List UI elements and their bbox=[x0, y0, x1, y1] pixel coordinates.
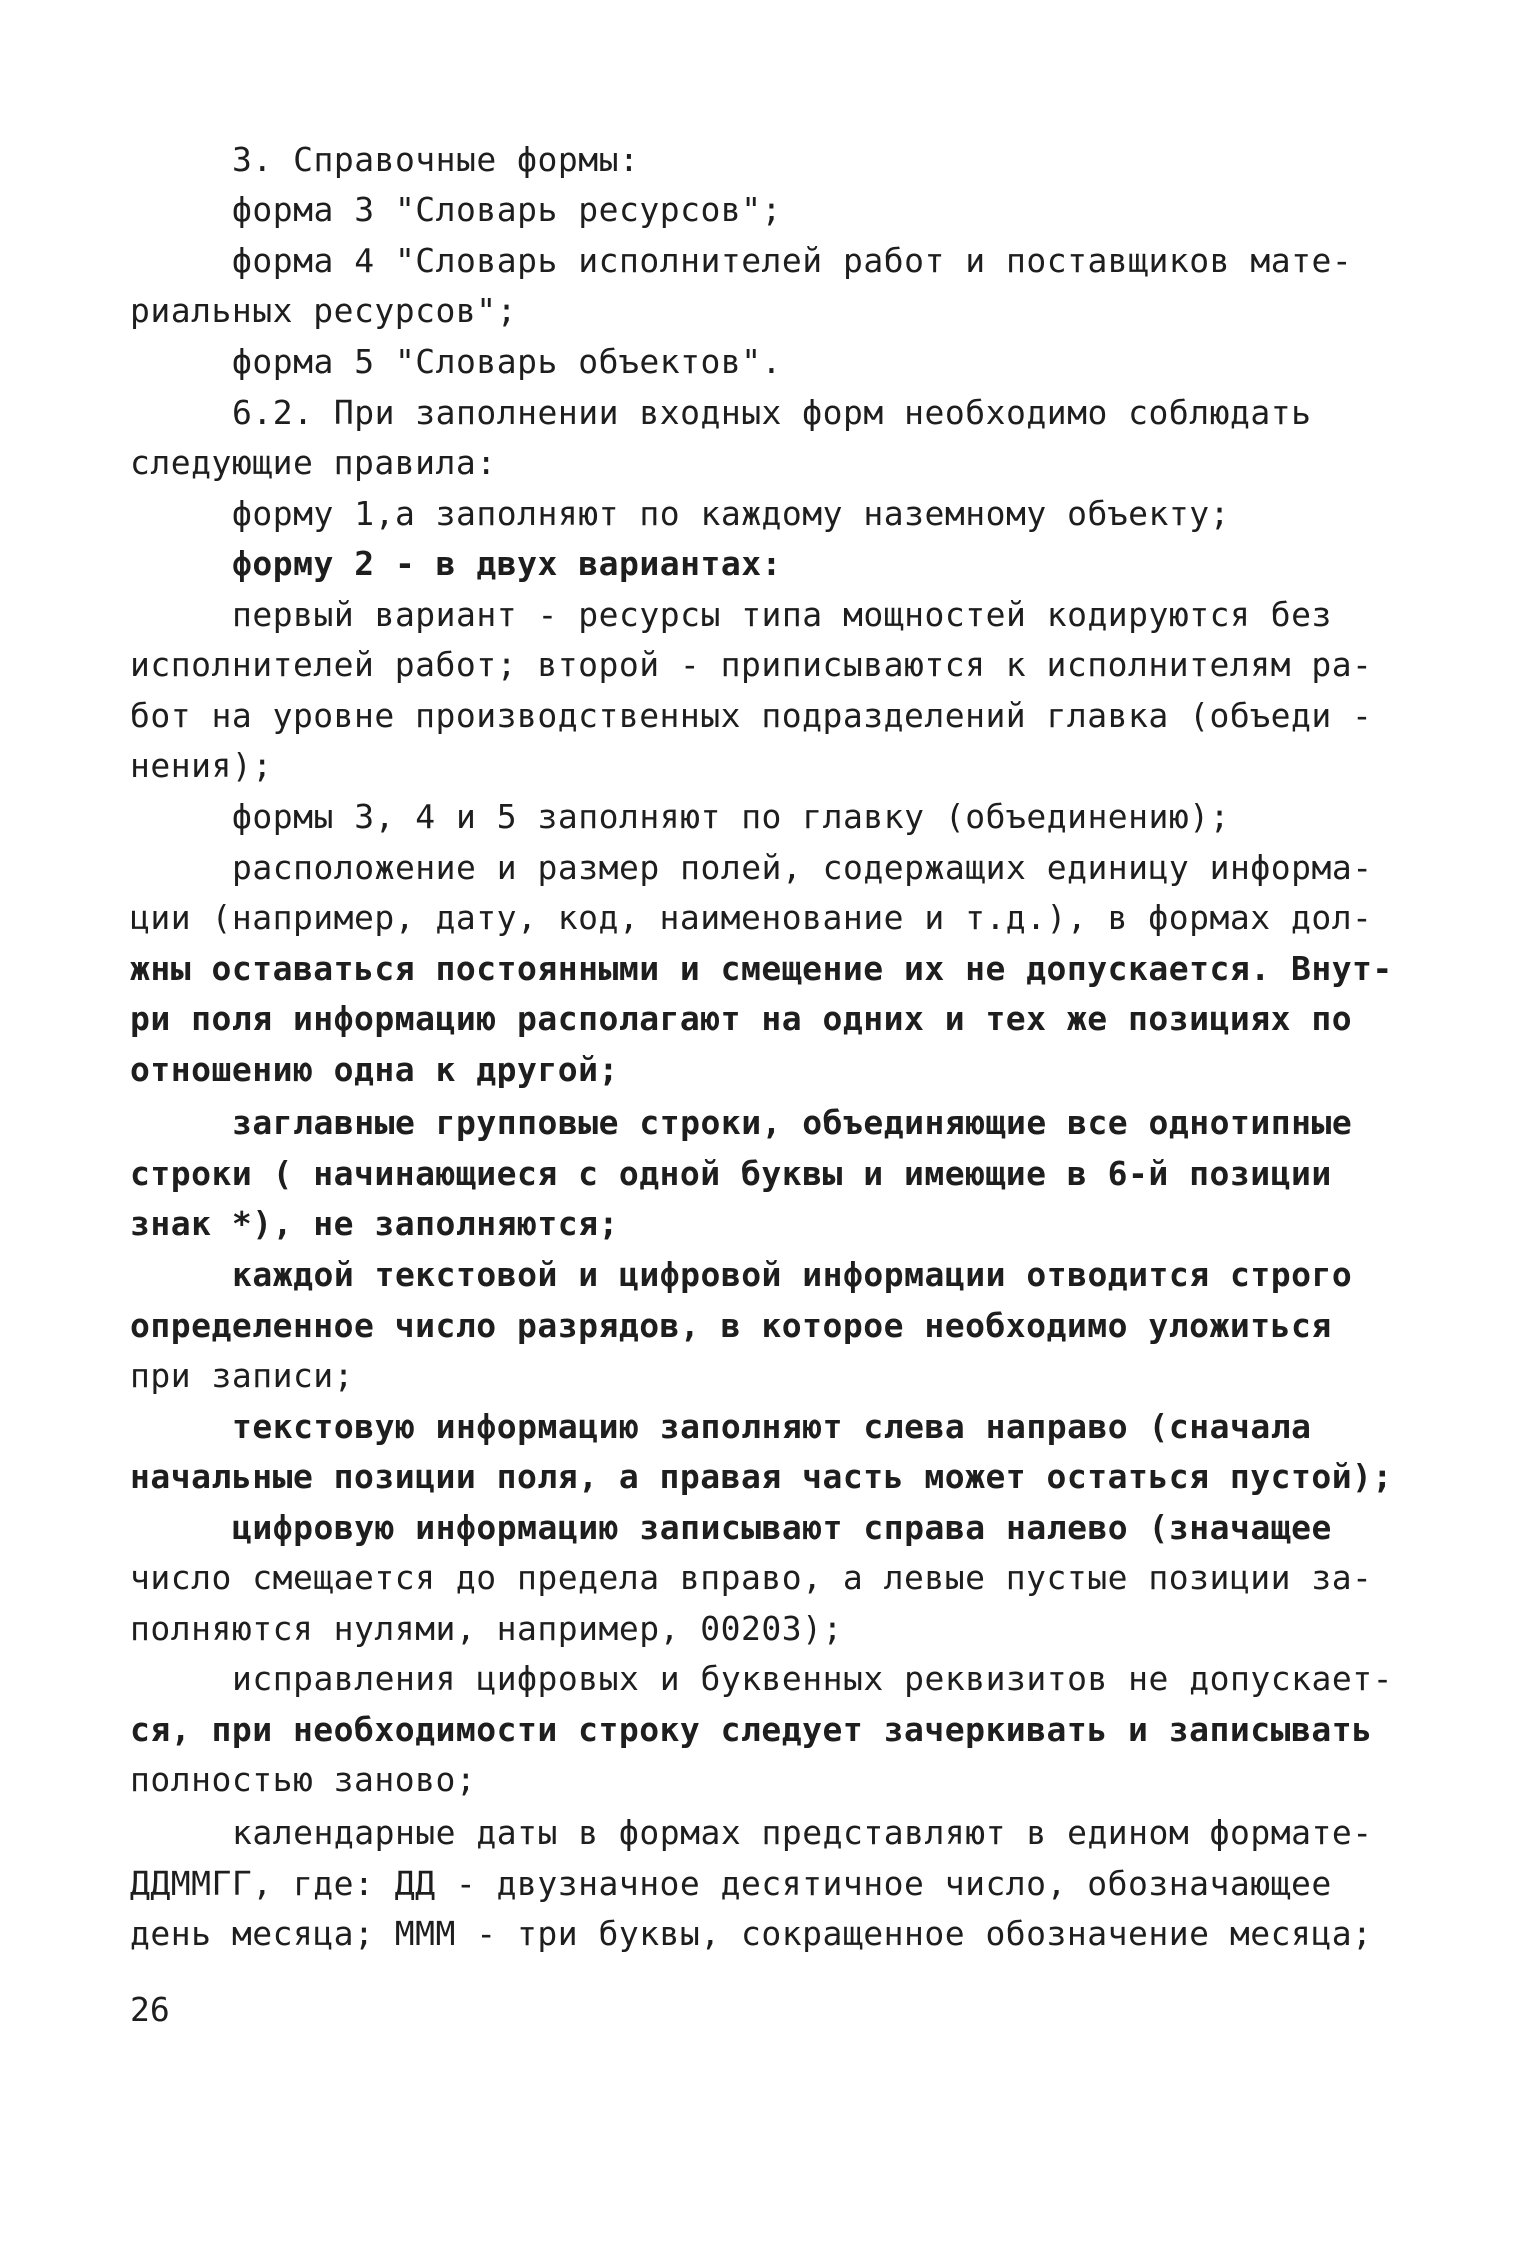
text-line: нения); bbox=[130, 746, 273, 785]
text-line: следующие правила: bbox=[130, 443, 497, 482]
text-line: бот на уровне производственных подразделений главка (объеди - bbox=[130, 696, 1373, 735]
text-line: форму 1,а заполняют по каждому наземному объекту; bbox=[232, 494, 1231, 533]
text-line: форма 4 "Словарь исполнителей работ и поставщиков мате- bbox=[232, 241, 1353, 280]
text-line: календарные даты в формах представляют в едином формате- bbox=[232, 1813, 1373, 1852]
text-line: строки ( начинающиеся с одной буквы и имеющие в 6-й позиции bbox=[130, 1154, 1332, 1193]
text-line: полностью заново; bbox=[130, 1760, 477, 1799]
text-line: 3. Справочные формы: bbox=[232, 140, 640, 179]
text-line: полняются нулями, например, 00203); bbox=[130, 1609, 843, 1648]
text-line: форма 5 "Словарь объектов". bbox=[232, 342, 782, 381]
text-line: расположение и размер полей, содержащих единицу информа- bbox=[232, 848, 1373, 887]
text-line: день месяца; МММ - три буквы, сокращенное обозначение месяца; bbox=[130, 1914, 1373, 1953]
text-line: отношению одна к другой; bbox=[130, 1050, 619, 1089]
text-line: начальные позиции поля, а правая часть может остаться пустой); bbox=[130, 1457, 1393, 1496]
page-number: 26 bbox=[130, 1990, 170, 2029]
text-line: знак *), не заполняются; bbox=[130, 1204, 619, 1243]
text-line: исполнителей работ; второй - приписываются к исполнителям ра- bbox=[130, 645, 1373, 684]
text-line: первый вариант - ресурсы типа мощностей кодируются без bbox=[232, 595, 1332, 634]
text-line: цифровую информацию записывают справа налево (значащее bbox=[232, 1508, 1332, 1547]
text-line: ДДММГГ, где: ДД - двузначное десятичное число, обозначающее bbox=[130, 1864, 1332, 1903]
text-line: ся, при необходимости строку следует зачеркивать и записывать bbox=[130, 1710, 1373, 1749]
text-line: ри поля информацию располагают на одних и тех же позициях по bbox=[130, 999, 1353, 1038]
text-line: риальных ресурсов"; bbox=[130, 291, 517, 330]
text-line: определенное число разрядов, в которое необходимо уложиться bbox=[130, 1306, 1332, 1345]
text-line: заглавные групповые строки, объединяющие все однотипные bbox=[232, 1103, 1353, 1142]
text-line: форму 2 - в двух вариантах: bbox=[232, 544, 782, 583]
text-line: форма 3 "Словарь ресурсов"; bbox=[232, 190, 782, 229]
text-line: ции (например, дату, код, наименование и т.д.), в формах дол- bbox=[130, 898, 1373, 937]
text-line: формы 3, 4 и 5 заполняют по главку (объединению); bbox=[232, 797, 1231, 836]
text-line: текстовую информацию заполняют слева направо (сначала bbox=[232, 1407, 1312, 1446]
text-line: число смещается до предела вправо, а левые пустые позиции за- bbox=[130, 1558, 1373, 1597]
text-line: жны оставаться постоянными и смещение их не допускается. Внут- bbox=[130, 949, 1393, 988]
text-line: 6.2. При заполнении входных форм необходимо соблюдать bbox=[232, 393, 1312, 432]
text-line: исправления цифровых и буквенных реквизитов не допускает- bbox=[232, 1659, 1393, 1698]
text-line: при записи; bbox=[130, 1356, 355, 1395]
text-line: каждой текстовой и цифровой информации отводится строго bbox=[232, 1255, 1353, 1294]
